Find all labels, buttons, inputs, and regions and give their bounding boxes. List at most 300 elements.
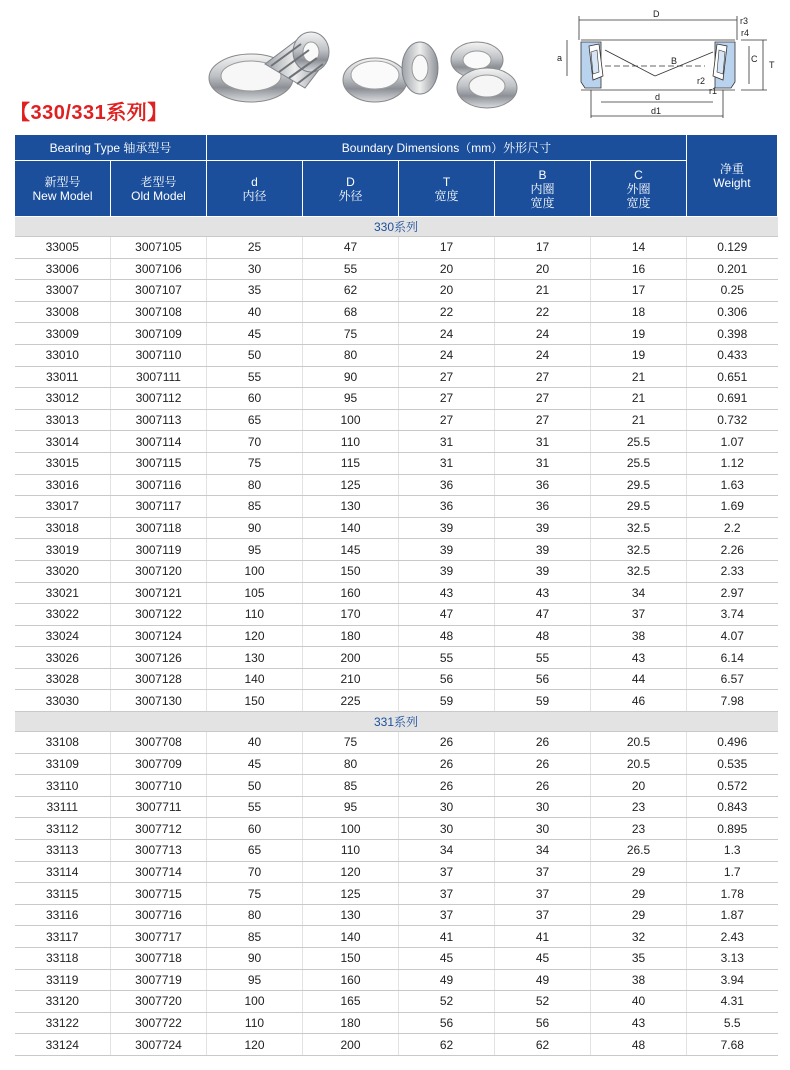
- table-cell: 33006: [15, 258, 111, 280]
- table-cell: 22: [399, 301, 495, 323]
- table-cell: 0.129: [687, 237, 778, 259]
- table-cell: 31: [495, 431, 591, 453]
- table-cell: 33005: [15, 237, 111, 259]
- section-label: 330系列: [15, 217, 778, 237]
- table-cell: 0.306: [687, 301, 778, 323]
- table-cell: 110: [303, 431, 399, 453]
- table-cell: 200: [303, 1034, 399, 1056]
- table-cell: 33013: [15, 409, 111, 431]
- table-cell: 90: [207, 948, 303, 970]
- table-cell: 19: [591, 323, 687, 345]
- table-cell: 2.43: [687, 926, 778, 948]
- table-cell: 0.535: [687, 753, 778, 775]
- table-cell: 105: [207, 582, 303, 604]
- table-cell: 36: [399, 496, 495, 518]
- table-cell: 3007711: [111, 796, 207, 818]
- table-cell: 33115: [15, 883, 111, 905]
- table-cell: 33112: [15, 818, 111, 840]
- diagram-label-d: d: [655, 92, 661, 102]
- table-cell: 33113: [15, 840, 111, 862]
- table-row: [15, 991, 778, 1013]
- table-cell: 20: [399, 258, 495, 280]
- table-cell: 6.14: [687, 647, 778, 669]
- table-cell: 47: [303, 237, 399, 259]
- table-cell: 3007130: [111, 690, 207, 712]
- table-row: [15, 926, 778, 948]
- table-cell: 20.5: [591, 753, 687, 775]
- table-cell: 3007107: [111, 280, 207, 302]
- table-cell: 26.5: [591, 840, 687, 862]
- table-cell: 33117: [15, 926, 111, 948]
- table-cell: 23: [591, 796, 687, 818]
- table-cell: 130: [303, 904, 399, 926]
- table-cell: 70: [207, 431, 303, 453]
- table-cell: 95: [207, 539, 303, 561]
- table-cell: 34: [495, 840, 591, 862]
- table-cell: 33017: [15, 496, 111, 518]
- table-cell: 36: [399, 474, 495, 496]
- table-cell: 33108: [15, 732, 111, 754]
- table-cell: 100: [207, 991, 303, 1013]
- table-cell: 17: [495, 237, 591, 259]
- table-cell: 3007720: [111, 991, 207, 1013]
- table-cell: 39: [399, 560, 495, 582]
- table-cell: 1.12: [687, 452, 778, 474]
- table-cell: 45: [399, 948, 495, 970]
- table-row: [15, 1012, 778, 1034]
- table-cell: 56: [399, 1012, 495, 1034]
- table-cell: 225: [303, 690, 399, 712]
- table-cell: 3007118: [111, 517, 207, 539]
- table-cell: 160: [303, 582, 399, 604]
- table-cell: 59: [495, 690, 591, 712]
- table-cell: 80: [207, 904, 303, 926]
- table-cell: 35: [591, 948, 687, 970]
- table-cell: 31: [495, 452, 591, 474]
- table-row: [15, 237, 778, 259]
- table-cell: 0.651: [687, 366, 778, 388]
- table-cell: 150: [303, 948, 399, 970]
- table-cell: 38: [591, 625, 687, 647]
- table-cell: 33118: [15, 948, 111, 970]
- table-cell: 62: [399, 1034, 495, 1056]
- table-row: [15, 625, 778, 647]
- table-cell: 27: [399, 388, 495, 410]
- table-cell: 0.572: [687, 775, 778, 797]
- table-cell: 20: [495, 258, 591, 280]
- header-outer-ring-width-C: C 外圈 宽度: [591, 161, 687, 217]
- table-cell: 90: [303, 366, 399, 388]
- table-cell: 56: [495, 668, 591, 690]
- table-cell: 3007708: [111, 732, 207, 754]
- table-cell: 3007719: [111, 969, 207, 991]
- table-cell: 3007108: [111, 301, 207, 323]
- table-cell: 1.69: [687, 496, 778, 518]
- table-cell: 33008: [15, 301, 111, 323]
- table-body: [15, 217, 778, 1056]
- table-cell: 180: [303, 1012, 399, 1034]
- table-cell: 3007722: [111, 1012, 207, 1034]
- header-new-model: 新型号 New Model: [15, 161, 111, 217]
- table-cell: 3007709: [111, 753, 207, 775]
- table-cell: 37: [591, 604, 687, 626]
- table-cell: 60: [207, 818, 303, 840]
- table-cell: 80: [303, 344, 399, 366]
- table-cell: 56: [399, 668, 495, 690]
- bearing-photos-image: [205, 22, 535, 112]
- section-label: 331系列: [15, 712, 778, 732]
- table-row: [15, 861, 778, 883]
- table-cell: 120: [207, 1034, 303, 1056]
- table-cell: 17: [399, 237, 495, 259]
- table-cell: 3007114: [111, 431, 207, 453]
- table-cell: 18: [591, 301, 687, 323]
- table-cell: 3007716: [111, 904, 207, 926]
- table-cell: 0.433: [687, 344, 778, 366]
- table-cell: 0.843: [687, 796, 778, 818]
- header-area: [0, 0, 790, 132]
- table-cell: 39: [495, 539, 591, 561]
- table-cell: 27: [399, 366, 495, 388]
- table-cell: 22: [495, 301, 591, 323]
- table-cell: 0.732: [687, 409, 778, 431]
- table-cell: 55: [207, 796, 303, 818]
- table-cell: 43: [591, 647, 687, 669]
- table-cell: 47: [399, 604, 495, 626]
- table-row: [15, 474, 778, 496]
- table-cell: 1.78: [687, 883, 778, 905]
- table-cell: 85: [207, 926, 303, 948]
- table-cell: 24: [495, 323, 591, 345]
- table-cell: 33120: [15, 991, 111, 1013]
- table-cell: 37: [399, 861, 495, 883]
- table-cell: 21: [591, 388, 687, 410]
- table-cell: 3007718: [111, 948, 207, 970]
- table-cell: 0.201: [687, 258, 778, 280]
- table-column-header-row: [15, 161, 778, 217]
- table-cell: 140: [207, 668, 303, 690]
- table-row: [15, 431, 778, 453]
- table-row: [15, 604, 778, 626]
- table-cell: 20: [399, 280, 495, 302]
- table-cell: 37: [399, 904, 495, 926]
- section-header-row: [15, 217, 778, 237]
- table-cell: 32.5: [591, 517, 687, 539]
- table-cell: 21: [591, 366, 687, 388]
- diagram-label-r1: r1: [709, 86, 718, 96]
- table-row: [15, 753, 778, 775]
- table-cell: 38: [591, 969, 687, 991]
- table-cell: 95: [207, 969, 303, 991]
- header-width-T: T 宽度: [399, 161, 495, 217]
- bearing-photo-2: [343, 42, 438, 102]
- table-row: [15, 775, 778, 797]
- table-cell: 3007124: [111, 625, 207, 647]
- table-cell: 26: [495, 732, 591, 754]
- table-cell: 2.2: [687, 517, 778, 539]
- table-cell: 37: [495, 883, 591, 905]
- table-row: [15, 690, 778, 712]
- table-cell: 75: [207, 883, 303, 905]
- table-cell: 62: [303, 280, 399, 302]
- table-cell: 33119: [15, 969, 111, 991]
- table-cell: 3007126: [111, 647, 207, 669]
- table-cell: 3007713: [111, 840, 207, 862]
- table-cell: 33015: [15, 452, 111, 474]
- table-cell: 33010: [15, 344, 111, 366]
- table-cell: 45: [495, 948, 591, 970]
- table-cell: 46: [591, 690, 687, 712]
- table-row: [15, 582, 778, 604]
- table-row: [15, 301, 778, 323]
- table-cell: 80: [207, 474, 303, 496]
- table-cell: 120: [207, 625, 303, 647]
- table-cell: 150: [303, 560, 399, 582]
- diagram-label-r2: r2: [697, 76, 706, 86]
- table-row: [15, 496, 778, 518]
- table-cell: 37: [495, 904, 591, 926]
- table-cell: 33020: [15, 560, 111, 582]
- diagram-label-d1: d1: [651, 106, 662, 116]
- table-cell: 20.5: [591, 732, 687, 754]
- table-cell: 30: [399, 796, 495, 818]
- table-row: [15, 1034, 778, 1056]
- table-cell: 33116: [15, 904, 111, 926]
- table-cell: 3007122: [111, 604, 207, 626]
- table-cell: 3007116: [111, 474, 207, 496]
- table-cell: 33012: [15, 388, 111, 410]
- table-row: [15, 796, 778, 818]
- table-cell: 43: [495, 582, 591, 604]
- table-cell: 1.7: [687, 861, 778, 883]
- table-cell: 75: [303, 323, 399, 345]
- table-cell: 41: [495, 926, 591, 948]
- table-cell: 30: [495, 818, 591, 840]
- table-cell: 21: [495, 280, 591, 302]
- table-cell: 48: [591, 1034, 687, 1056]
- table-cell: 59: [399, 690, 495, 712]
- table-cell: 100: [207, 560, 303, 582]
- table-cell: 30: [207, 258, 303, 280]
- bearing-photo-1: [209, 32, 329, 102]
- table-cell: 29: [591, 904, 687, 926]
- table-cell: 0.691: [687, 388, 778, 410]
- table-cell: 21: [591, 409, 687, 431]
- table-cell: 30: [495, 796, 591, 818]
- diagram-label-a: a: [557, 53, 563, 63]
- table-row: [15, 904, 778, 926]
- table-cell: 2.26: [687, 539, 778, 561]
- table-row: [15, 948, 778, 970]
- table-cell: 25: [207, 237, 303, 259]
- table-cell: 180: [303, 625, 399, 647]
- table-row: [15, 452, 778, 474]
- table-cell: 62: [495, 1034, 591, 1056]
- table-cell: 3007121: [111, 582, 207, 604]
- table-cell: 110: [207, 604, 303, 626]
- table-cell: 49: [399, 969, 495, 991]
- table-cell: 17: [591, 280, 687, 302]
- table-row: [15, 280, 778, 302]
- table-cell: 140: [303, 926, 399, 948]
- table-cell: 48: [495, 625, 591, 647]
- table-cell: 32.5: [591, 560, 687, 582]
- table-cell: 24: [399, 323, 495, 345]
- table-cell: 3007128: [111, 668, 207, 690]
- table-cell: 19: [591, 344, 687, 366]
- table-cell: 3007110: [111, 344, 207, 366]
- table-cell: 55: [207, 366, 303, 388]
- table-cell: 55: [303, 258, 399, 280]
- table-row: [15, 969, 778, 991]
- table-cell: 65: [207, 409, 303, 431]
- table-cell: 0.25: [687, 280, 778, 302]
- table-cell: 125: [303, 883, 399, 905]
- table-cell: 24: [495, 344, 591, 366]
- table-cell: 50: [207, 775, 303, 797]
- table-cell: 0.496: [687, 732, 778, 754]
- table-cell: 3007105: [111, 237, 207, 259]
- table-cell: 26: [399, 775, 495, 797]
- table-cell: 5.5: [687, 1012, 778, 1034]
- table-cell: 27: [399, 409, 495, 431]
- table-cell: 33030: [15, 690, 111, 712]
- bearing-cross-section-diagram: [545, 6, 780, 124]
- table-row: [15, 818, 778, 840]
- table-row: [15, 344, 778, 366]
- table-cell: 3007715: [111, 883, 207, 905]
- table-cell: 39: [399, 517, 495, 539]
- table-cell: 33022: [15, 604, 111, 626]
- table-row: [15, 883, 778, 905]
- table-cell: 70: [207, 861, 303, 883]
- table-cell: 30: [399, 818, 495, 840]
- table-cell: 33016: [15, 474, 111, 496]
- table-cell: 36: [495, 474, 591, 496]
- table-cell: 37: [399, 883, 495, 905]
- table-cell: 3007113: [111, 409, 207, 431]
- header-boundary-dimensions: Boundary Dimensions（mm）外形尺寸: [207, 135, 687, 161]
- table-cell: 33018: [15, 517, 111, 539]
- table-cell: 65: [207, 840, 303, 862]
- table-cell: 25.5: [591, 452, 687, 474]
- header-old-model: 老型号 Old Model: [111, 161, 207, 217]
- table-cell: 33124: [15, 1034, 111, 1056]
- table-cell: 3007111: [111, 366, 207, 388]
- table-cell: 25.5: [591, 431, 687, 453]
- table-cell: 140: [303, 517, 399, 539]
- diagram-label-T: T: [769, 60, 775, 70]
- table-cell: 33021: [15, 582, 111, 604]
- table-cell: 7.68: [687, 1034, 778, 1056]
- table-cell: 125: [303, 474, 399, 496]
- bearing-spec-table: [14, 134, 778, 1056]
- table-cell: 44: [591, 668, 687, 690]
- table-cell: 1.63: [687, 474, 778, 496]
- table-cell: 32.5: [591, 539, 687, 561]
- diagram-label-r4: r4: [741, 28, 750, 38]
- table-cell: 34: [591, 582, 687, 604]
- table-cell: 85: [303, 775, 399, 797]
- table-cell: 68: [303, 301, 399, 323]
- table-cell: 27: [495, 388, 591, 410]
- table-cell: 49: [495, 969, 591, 991]
- diagram-label-r3: r3: [740, 16, 749, 26]
- table-cell: 100: [303, 409, 399, 431]
- table-cell: 100: [303, 818, 399, 840]
- table-cell: 31: [399, 431, 495, 453]
- table-cell: 31: [399, 452, 495, 474]
- table-cell: 37: [495, 861, 591, 883]
- table-cell: 33110: [15, 775, 111, 797]
- table-cell: 43: [399, 582, 495, 604]
- table-cell: 29.5: [591, 474, 687, 496]
- table-cell: 43: [591, 1012, 687, 1034]
- table-row: [15, 388, 778, 410]
- header-inner-ring-width-B: B 内圈 宽度: [495, 161, 591, 217]
- table-cell: 40: [207, 732, 303, 754]
- diagram-label-D: D: [653, 9, 660, 19]
- table-cell: 3.13: [687, 948, 778, 970]
- table-cell: 110: [303, 840, 399, 862]
- table-row: [15, 258, 778, 280]
- table-cell: 27: [495, 409, 591, 431]
- table-cell: 32: [591, 926, 687, 948]
- table-cell: 145: [303, 539, 399, 561]
- table-cell: 210: [303, 668, 399, 690]
- table-row: [15, 560, 778, 582]
- table-row: [15, 323, 778, 345]
- table-cell: 0.895: [687, 818, 778, 840]
- table-cell: 75: [303, 732, 399, 754]
- bearing-photo-3: [451, 42, 517, 108]
- table-cell: 47: [495, 604, 591, 626]
- table-cell: 150: [207, 690, 303, 712]
- table-cell: 56: [495, 1012, 591, 1034]
- table-cell: 160: [303, 969, 399, 991]
- table-cell: 55: [399, 647, 495, 669]
- diagram-left-section: [581, 42, 603, 88]
- table-cell: 130: [207, 647, 303, 669]
- diagram-right-section: [713, 42, 735, 88]
- table-group-header-row: [15, 135, 778, 161]
- table-cell: 2.97: [687, 582, 778, 604]
- table-cell: 26: [495, 753, 591, 775]
- table-row: [15, 732, 778, 754]
- table-cell: 170: [303, 604, 399, 626]
- table-cell: 90: [207, 517, 303, 539]
- header-bearing-type: Bearing Type 轴承型号: [15, 135, 207, 161]
- table-cell: 35: [207, 280, 303, 302]
- table-cell: 29: [591, 883, 687, 905]
- table-cell: 2.33: [687, 560, 778, 582]
- table-cell: 23: [591, 818, 687, 840]
- table-cell: 3007120: [111, 560, 207, 582]
- diagram-label-C: C: [751, 54, 758, 64]
- table-cell: 3007117: [111, 496, 207, 518]
- diagram-label-B: B: [671, 56, 678, 66]
- table-cell: 6.57: [687, 668, 778, 690]
- table-cell: 85: [207, 496, 303, 518]
- table-cell: 40: [591, 991, 687, 1013]
- table-row: [15, 366, 778, 388]
- table-cell: 50: [207, 344, 303, 366]
- header-outer-diameter-D: D 外径: [303, 161, 399, 217]
- table-cell: 33109: [15, 753, 111, 775]
- table-cell: 110: [207, 1012, 303, 1034]
- table-cell: 20: [591, 775, 687, 797]
- table-cell: 3007119: [111, 539, 207, 561]
